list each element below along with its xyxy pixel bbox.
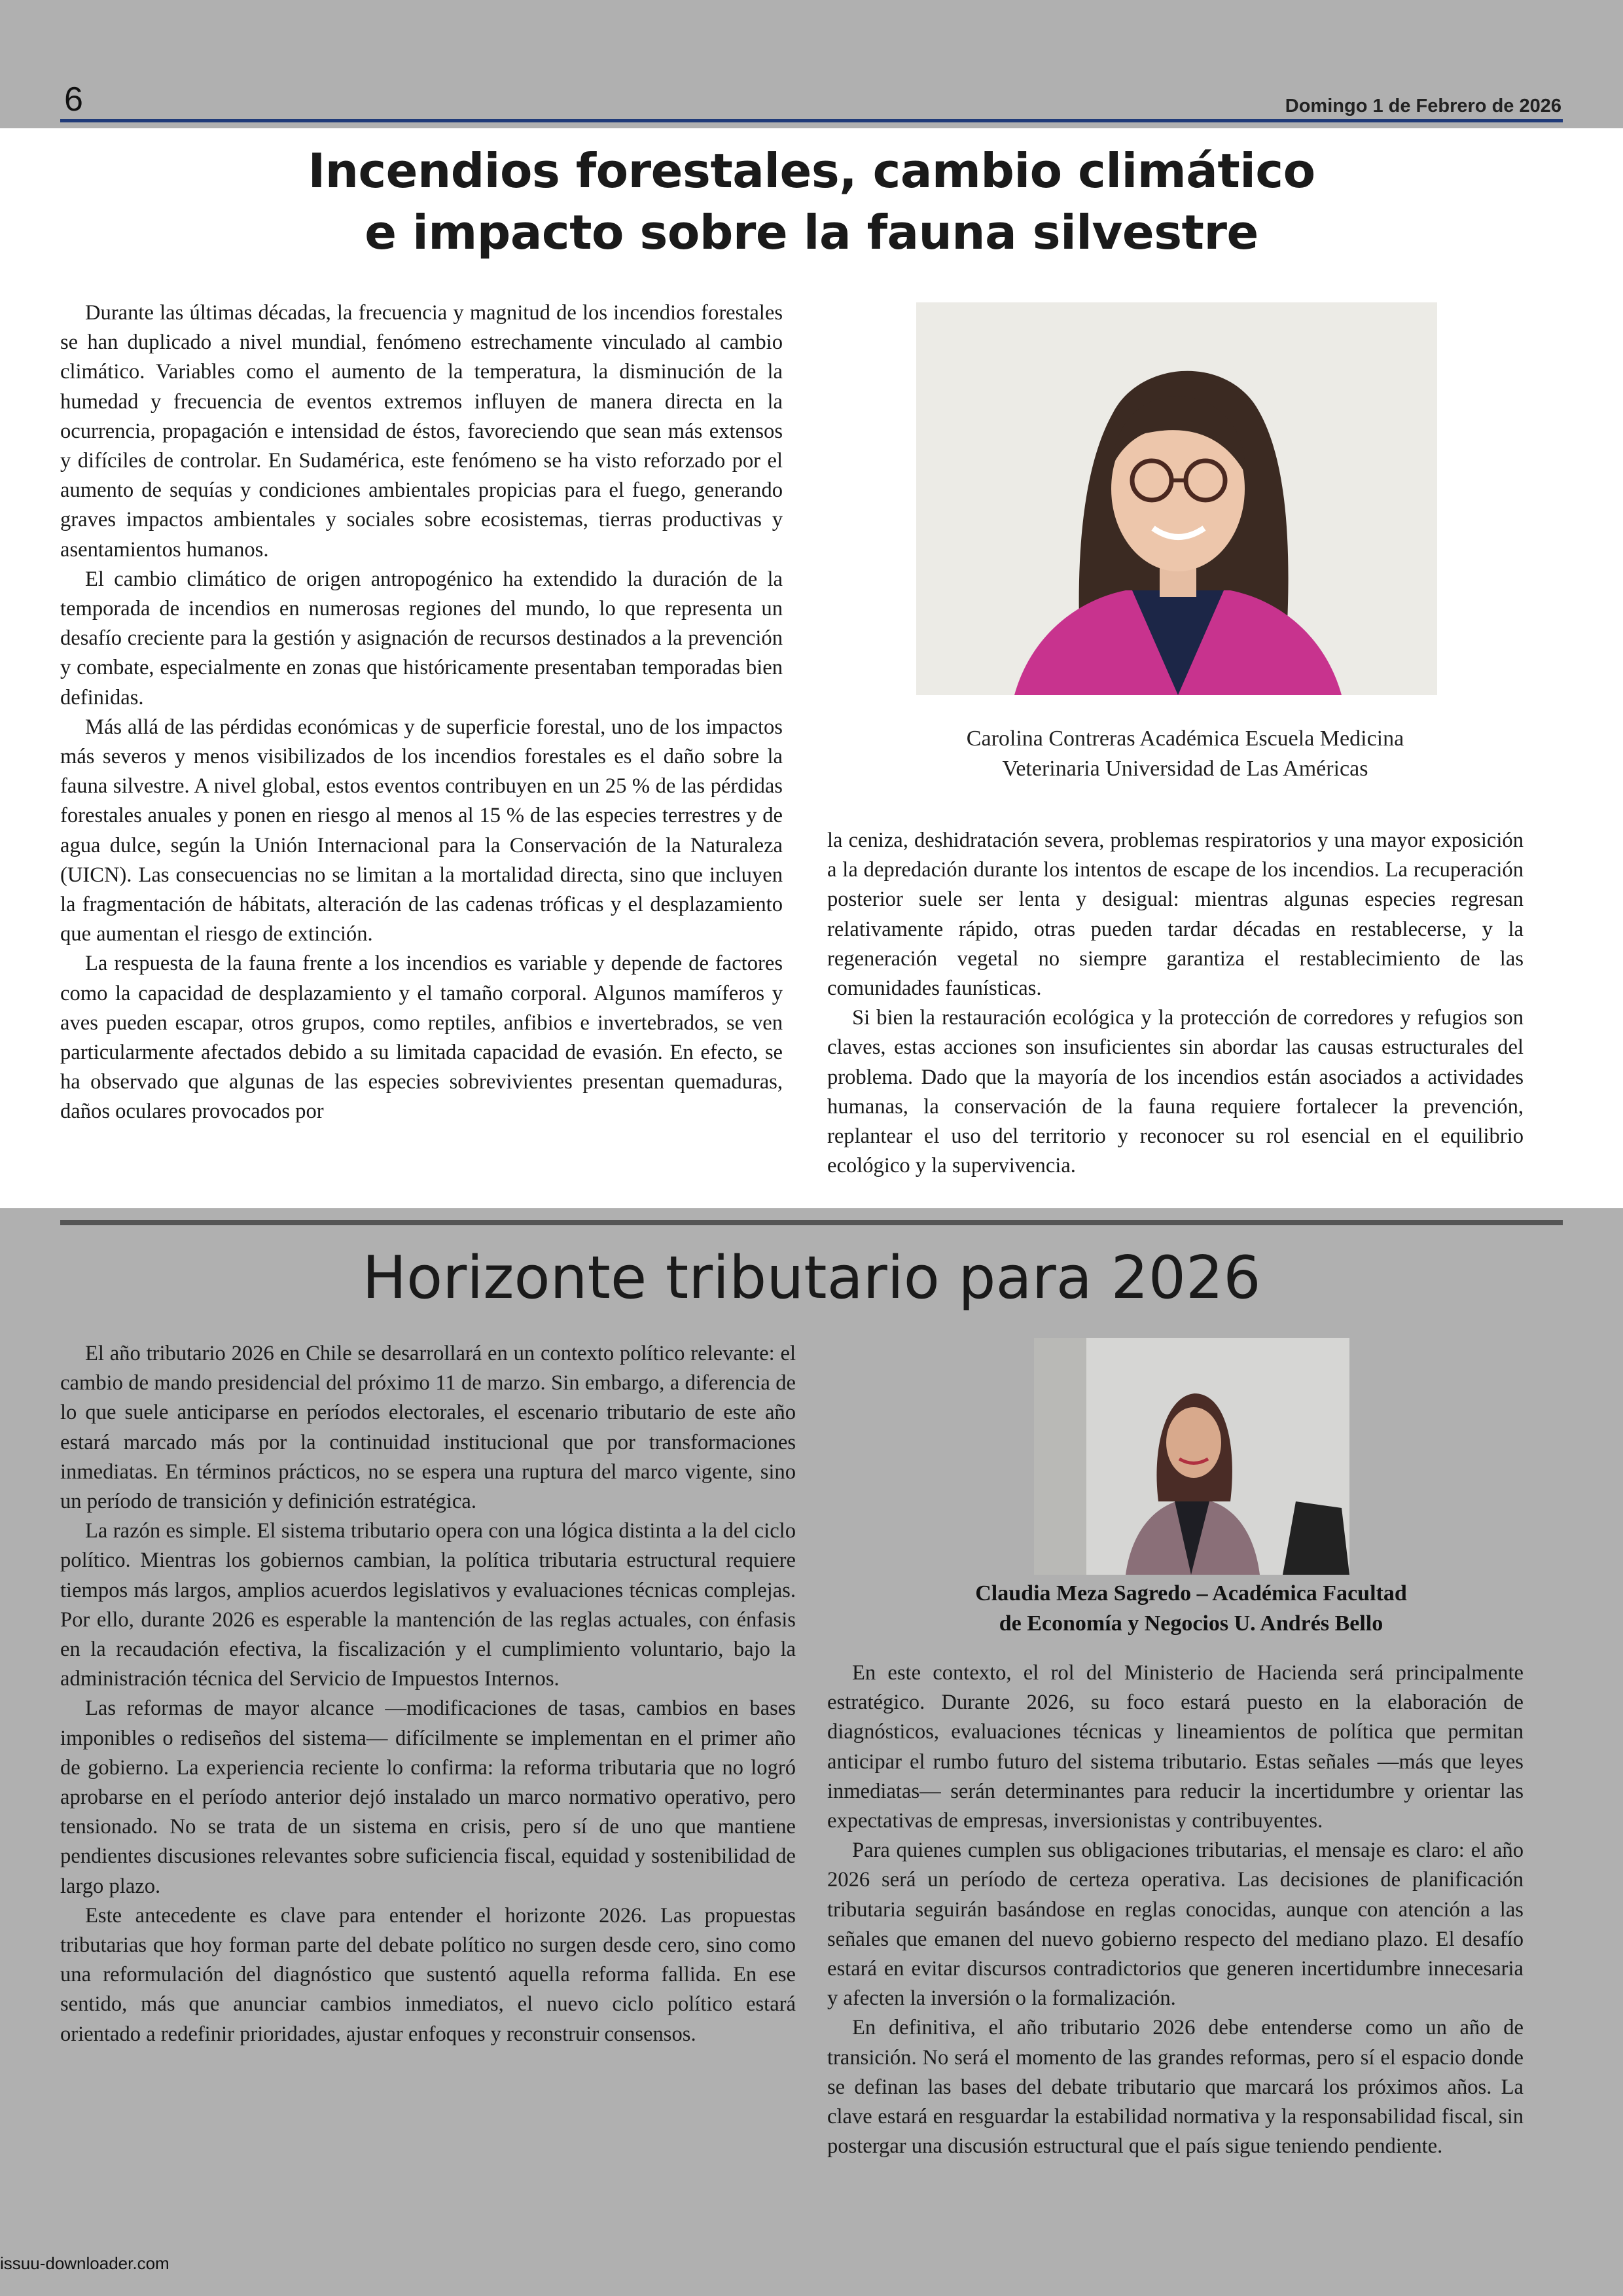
- paragraph: Más allá de las pérdidas económicas y de superficie forestal, uno de los impactos más severos y menos visibilizados de los incendios forestales es el daño sobre la fauna silvestre. A nivel global, estos eventos contribuyen en un 25 % de las pérdidas forestales anuales y ponen en riesgo al menos al 15 % de las especies terrestres y de agua dulce, según la Unión Internacional para la Conservación de la Naturaleza (UICN). Las consecuencias no se limitan a la mortalidad directa, sino que incluyen la fragmentación de hábitats, alteración de las cadenas tróficas y el desplazamiento que aumentan el riesgo de extinción.: [60, 715, 783, 946]
- article-left-column: [60, 1339, 796, 2049]
- portrait-illustration: [916, 302, 1437, 695]
- paragraph: En este contexto, el rol del Ministerio de Hacienda será principalmente estratégico. Durante 2026, su foco estará puesto en la elaboración de diagnósticos, evaluaciones técnicas y lineamientos de política que permitan anticipar el rumbo futuro del sistema tributario. Estas señales —más que leyes inmediatas— serán determinantes para reducir la incertidumbre y orientar las expectativas de empresas, inversionistas y contribuyentes.: [827, 1661, 1524, 1833]
- article-title: [0, 140, 1623, 263]
- photo-caption: [870, 1579, 1512, 1639]
- paragraph: Las reformas de mayor alcance —modificaciones de tasas, cambios en bases imponibles o rediseños del sistema— difícilmente se implementan en el primer año de gobierno. La experiencia reciente lo confirma: la reforma tributaria que no logró aprobarse en el período anterior dejó instalado un marco normativo operativo, pero tensionado. No se trata de un sistema en crisis, pero sí de uno que mantiene pendientes discusiones relevantes sobre suficiencia fiscal, equidad y sostenibilidad de largo plazo.: [60, 1696, 796, 1898]
- paragraph: El año tributario 2026 en Chile se desarrollará en un contexto político relevante: el cambio de mando presidencial del próximo 11 de marzo. Sin embargo, a diferencia de lo que suele anticiparse en períodos electorales, el escenario tributario de este año estará marcado más por la continuidad institucional que por transformaciones inmediatas. En términos prácticos, no se espera una ruptura del marco vigente, sino un período de transición y definición estratégica.: [60, 1342, 796, 1514]
- section-separator: [60, 1220, 1563, 1225]
- caption-line-1: Carolina Contreras Académica Escuela Medicina: [966, 726, 1404, 751]
- paragraph: Si bien la restauración ecológica y la protección de corredores y refugios son claves, estas acciones son insuficientes sin abordar las causas estructurales del problema. Dado que la mayoría de los incendios están asociados a actividades humanas, la conservación de la fauna requiere fortalecer la prevención, replantear el uso del territorio y reconocer su rol esencial en el equilibrio ecológico y la supervivencia.: [827, 1006, 1524, 1178]
- portrait-illustration: [1034, 1338, 1349, 1575]
- paragraph: La razón es simple. El sistema tributario opera con una lógica distinta a la del ciclo político. Mientras los gobiernos cambian, la política tributaria estructural requiere tiempos más largos, amplios acuerdos legislativos y evaluaciones técnicas complejas. Por ello, durante 2026 es esperable la mantención de las reglas actuales, con énfasis en la recaudación efectiva, la fiscalización y el cumplimiento voluntario, bajo la administración técnica del Servicio de Impuestos Internos.: [60, 1519, 796, 1691]
- author-photo: [1034, 1338, 1349, 1575]
- watermark: issuu-downloader.com: [0, 2253, 169, 2273]
- paragraph: El cambio climático de origen antropogénico ha extendido la duración de la temporada de incendios en numerosas regiones del mundo, lo que representa un desafío creciente para la gestión y asignación de recursos destinados a la prevención y combate, especialmente en zonas que históricamente presentaban temporadas bien definidas.: [60, 567, 783, 709]
- paragraph: La respuesta de la fauna frente a los incendios es variable y depende de factores como la capacidad de desplazamiento y el tamaño corporal. Algunos mamíferos y aves pueden escapar, otros grupos, como reptiles, anfibios e invertebrados, se ven particularmente afectados debido a su limitada capacidad de evasión. En efecto, se ha observado que algunas de las especies sobrevivientes presentan quemaduras, daños oculares provocados por: [60, 952, 783, 1124]
- article-wildfires: [0, 128, 1623, 1208]
- paragraph: Durante las últimas décadas, la frecuencia y magnitud de los incendios forestales se han duplicado a nivel mundial, fenómeno estrechamente vinculado al cambio climático. Variables como el aumento de la temperatura, la disminución de la humedad y frecuencia de eventos extremos influyen de manera directa en la ocurrencia, propagación e intensidad de éstos, favoreciendo que sean más extensos y difíciles de controlar. En Sudamérica, este fenómeno se ha visto reforzado por el aumento de sequías y condiciones ambientales propicias para el fuego, generando graves impactos ambientales y sociales sobre ecosistemas, tierras productivas y asentamientos humanos.: [60, 301, 783, 562]
- caption-line-2: Veterinaria Universidad de Las Américas: [1002, 757, 1368, 781]
- caption-line-1: Claudia Meza Sagredo – Académica Facultad: [975, 1581, 1407, 1605]
- author-photo: [916, 302, 1437, 695]
- title-line-2: e impacto sobre la fauna silvestre: [365, 205, 1258, 260]
- header-rule: [60, 119, 1563, 122]
- title-line-1: Incendios forestales, cambio climático: [308, 143, 1315, 198]
- paragraph: Este antecedente es clave para entender el horizonte 2026. Las propuestas tributarias que hoy forman parte del debate político no surgen desde cero, sino como una reformulación del diagnóstico que sustentó aquella reforma fallida. En ese sentido, más que anunciar cambios inmediatos, el nuevo ciclo político estará orientado a redefinir prioridades, ajustar enfoques y reconstruir consensos.: [60, 1903, 796, 2046]
- article-title: Horizonte tributario para 2026: [362, 1244, 1261, 1312]
- article-right-column: [827, 826, 1524, 1181]
- article-left-column: [60, 298, 783, 1127]
- paragraph: En definitiva, el año tributario 2026 debe entenderse como un año de transición. No será el momento de las grandes reformas, pero sí el espacio donde se definan las bases del debate tributario que marcará los próximos años. La clave estará en resguardar la estabilidad normativa y la responsabilidad fiscal, sin postergar una discusión estructural que el país sigue teniendo pendiente.: [827, 2016, 1524, 2159]
- paragraph: Para quienes cumplen sus obligaciones tributarias, el mensaje es claro: el año 2026 será un período de certeza operativa. Las decisiones de planificación tributaria seguirán basándose en reglas conocidas, aunque con atención a las señales que emanen del nuevo gobierno respecto del mediano plazo. El desafío estará en evitar discursos contradictorios que generen incertidumbre innecesaria y afecten la inversión o la formalización.: [827, 1839, 1524, 2011]
- article-right-column: [827, 1659, 1524, 2161]
- paragraph: la ceniza, deshidratación severa, problemas respiratorios y una mayor exposición a la depredación durante los intentos de escape de los incendios. La recuperación posterior suele ser lenta y desigual: mientras algunas especies regresan relativamente rápido, otras pueden tardar décadas en restablecerse, y la regeneración vegetal no siempre garantiza el restablecimiento de las comunidades faunísticas.: [827, 829, 1524, 1001]
- issue-date: Domingo 1 de Febrero de 2026: [1285, 96, 1561, 117]
- caption-line-2: de Economía y Negocios U. Andrés Bello: [999, 1611, 1383, 1636]
- page-number: 6: [64, 81, 83, 118]
- photo-caption: [835, 724, 1535, 784]
